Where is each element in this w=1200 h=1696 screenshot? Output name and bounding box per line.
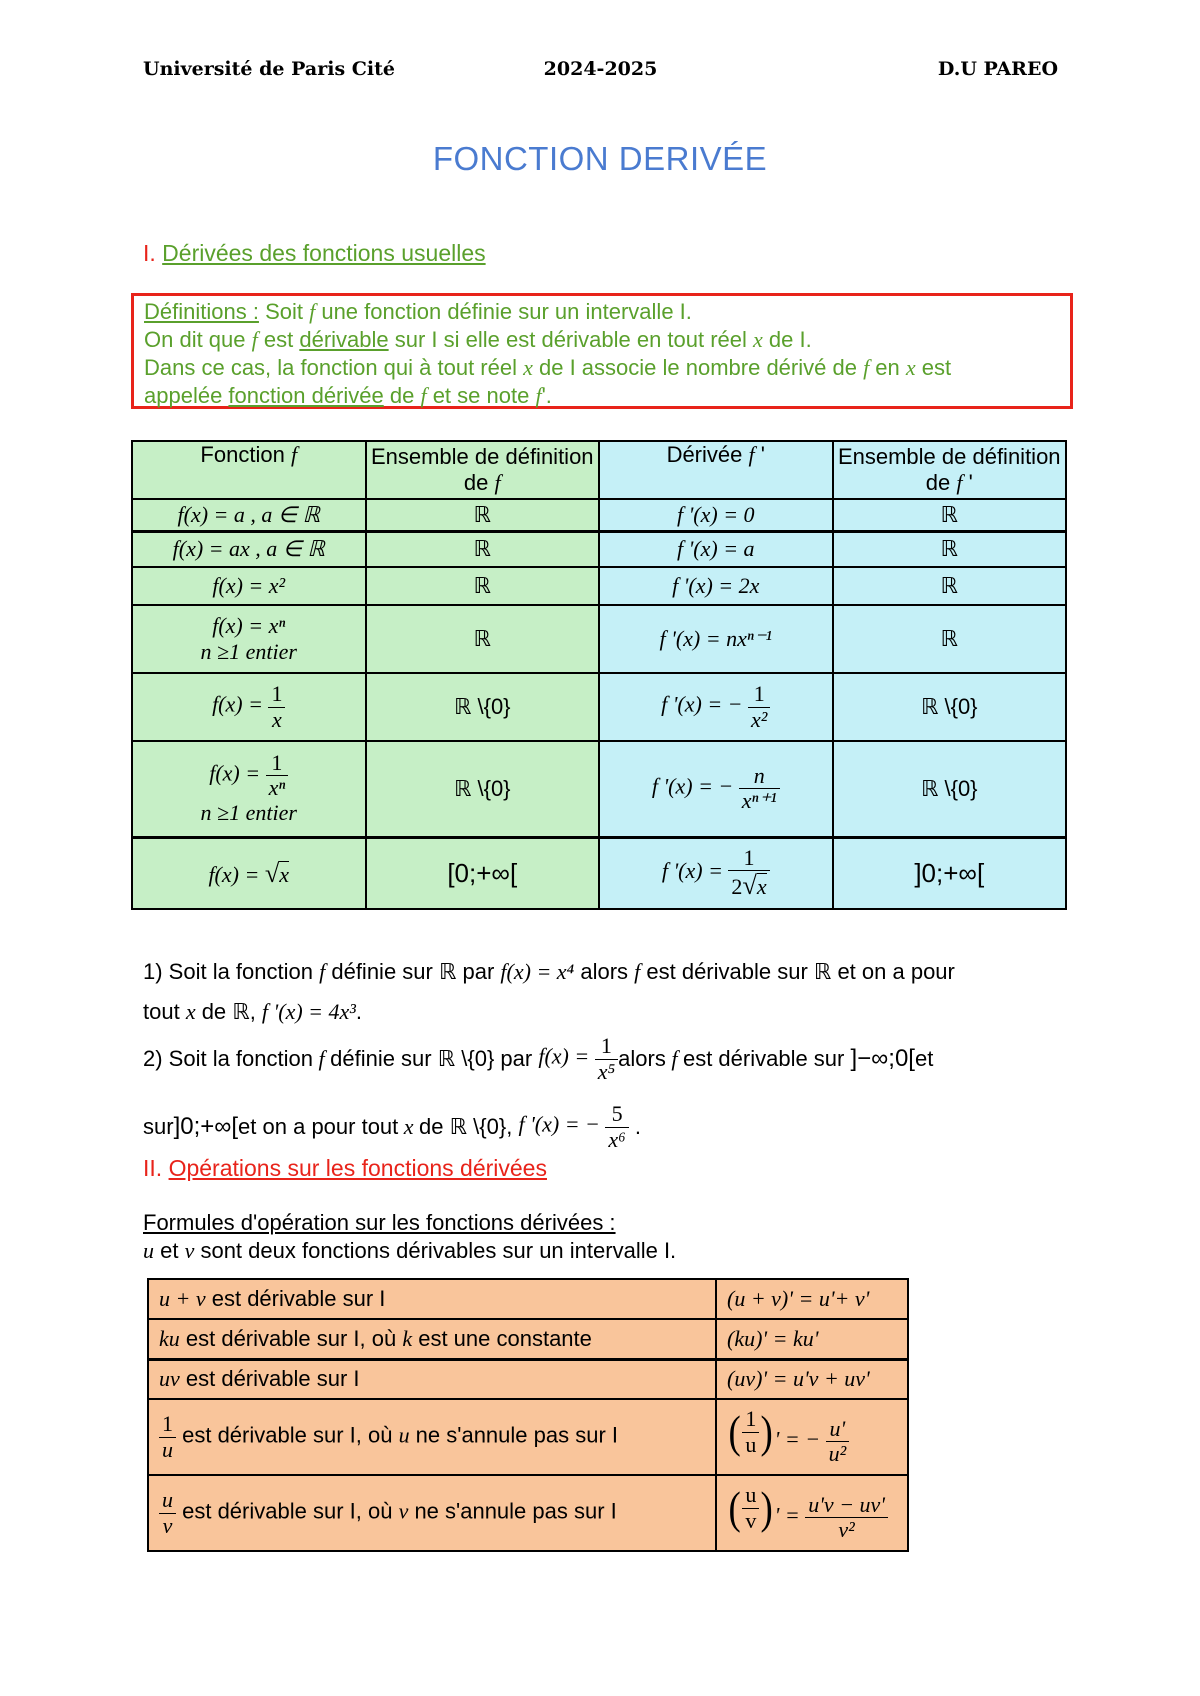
section-1-heading	[143, 240, 486, 267]
derivatives-table	[131, 440, 1067, 910]
header-course: D.U PAREO	[937, 58, 1058, 80]
definition-box	[131, 293, 1073, 409]
header-derivative: Dérivée f '	[599, 441, 833, 499]
table-header-row	[132, 441, 1066, 499]
table-row: $\frac{1}{u}$ est dérivable sur I, où u ne s'annule pas sur I ( $\frac{1}{u}$ ) ' = − $\frac{u'}{\text{u²}}$	[148, 1399, 908, 1475]
example-1: 1) Soit la fonction f définie sur ℝ par f(x) = x⁴ alors f est dérivable sur ℝ et on a pour tout x de ℝ, f '(x) = 4x³.	[143, 959, 955, 1024]
table-row: f(x) = x² ℝ f '(x) = 2x ℝ	[132, 567, 1066, 605]
table-row: uv est dérivable sur I (uv)' = u'v + uv'	[148, 1359, 908, 1399]
table-row: u + v est dérivable sur I (u + v)' = u'+ v'	[148, 1279, 908, 1319]
table-row: f(x) = $\frac{1}{x}$ ℝ \{0} f '(x) = − $\frac{1}{\text{x²}}$ ℝ \{0}	[132, 673, 1066, 741]
section-1-number: I.	[143, 240, 156, 266]
formulas-intro-line: u et v sont deux fonctions dérivables sur un intervalle I.	[143, 1238, 677, 1263]
section-2-title: Opérations sur les fonctions dérivées	[168, 1155, 547, 1181]
table-row: f(x) = √x [0;+∞[ f '(x) = $\frac{1}{2√x}$ ]0;+∞[	[132, 837, 1066, 909]
definition-line-2: On dit que f est dérivable sur I si elle est dérivable en tout réel x de I.	[144, 327, 812, 352]
formulas-intro	[143, 1209, 676, 1265]
section-2-number: II.	[143, 1155, 163, 1181]
table-row: f(x) = $\frac{1}{\text{xⁿ}}$ n ≥1 entier ℝ \{0} f '(x) = − $\frac{n}{\text{xⁿ⁺¹}}$ ℝ \{0}	[132, 741, 1066, 837]
formulas-title: Formules d'opération sur les fonctions dérivées :	[143, 1210, 616, 1235]
definition-line-4: appelée fonction dérivée de f et se note f'.	[144, 383, 552, 408]
table-row: f(x) = ax , a ∈ ℝ ℝ f '(x) = a ℝ	[132, 531, 1066, 567]
table-row: f(x) = xⁿ n ≥1 entier ℝ f '(x) = nxⁿ⁻¹ ℝ	[132, 605, 1066, 673]
page-title: FONCTION DERIVÉE	[432, 140, 768, 177]
page-header	[143, 58, 1058, 88]
section-2-heading	[143, 1155, 547, 1182]
header-university: Université de Paris Cité	[143, 58, 395, 80]
table-row: f(x) = a , a ∈ ℝ ℝ f '(x) = 0 ℝ	[132, 499, 1066, 531]
header-function: Fonction f	[132, 441, 366, 499]
table-row: $\frac{u}{v}$ est dérivable sur I, où v ne s'annule pas sur I ( $\frac{u}{v}$ ) ' = $\frac{u'v - uv'}{\text{v²}}$	[148, 1475, 908, 1551]
header-domain-f: Ensemble de définition de f	[366, 441, 600, 499]
section-1-title: Dérivées des fonctions usuelles	[162, 240, 486, 266]
definition-line-1: Définitions : Soit f une fonction définie sur un intervalle I.	[144, 299, 692, 324]
header-year: 2024-2025	[543, 58, 658, 80]
example-2: 2) Soit la fonction f définie sur ℝ \{0} par f(x) = $\frac{1}{\text{x⁵}}$ alors f est dérivable sur ]−∞;0[ et sur ]0;+∞[ et on a pour tout x de ℝ \{0}, f '(x) = − $\frac{5}{\text{x⁶}}$ .	[143, 1033, 934, 1152]
definition-line-3: Dans ce cas, la fonction qui à tout réel x de I associe le nombre dérivé de f en x est	[144, 355, 952, 380]
table-row: ku est dérivable sur I, où k est une constante (ku)' = ku'	[148, 1319, 908, 1359]
operations-table	[147, 1278, 909, 1552]
header-domain-fprime: Ensemble de définition de f '	[833, 441, 1067, 499]
